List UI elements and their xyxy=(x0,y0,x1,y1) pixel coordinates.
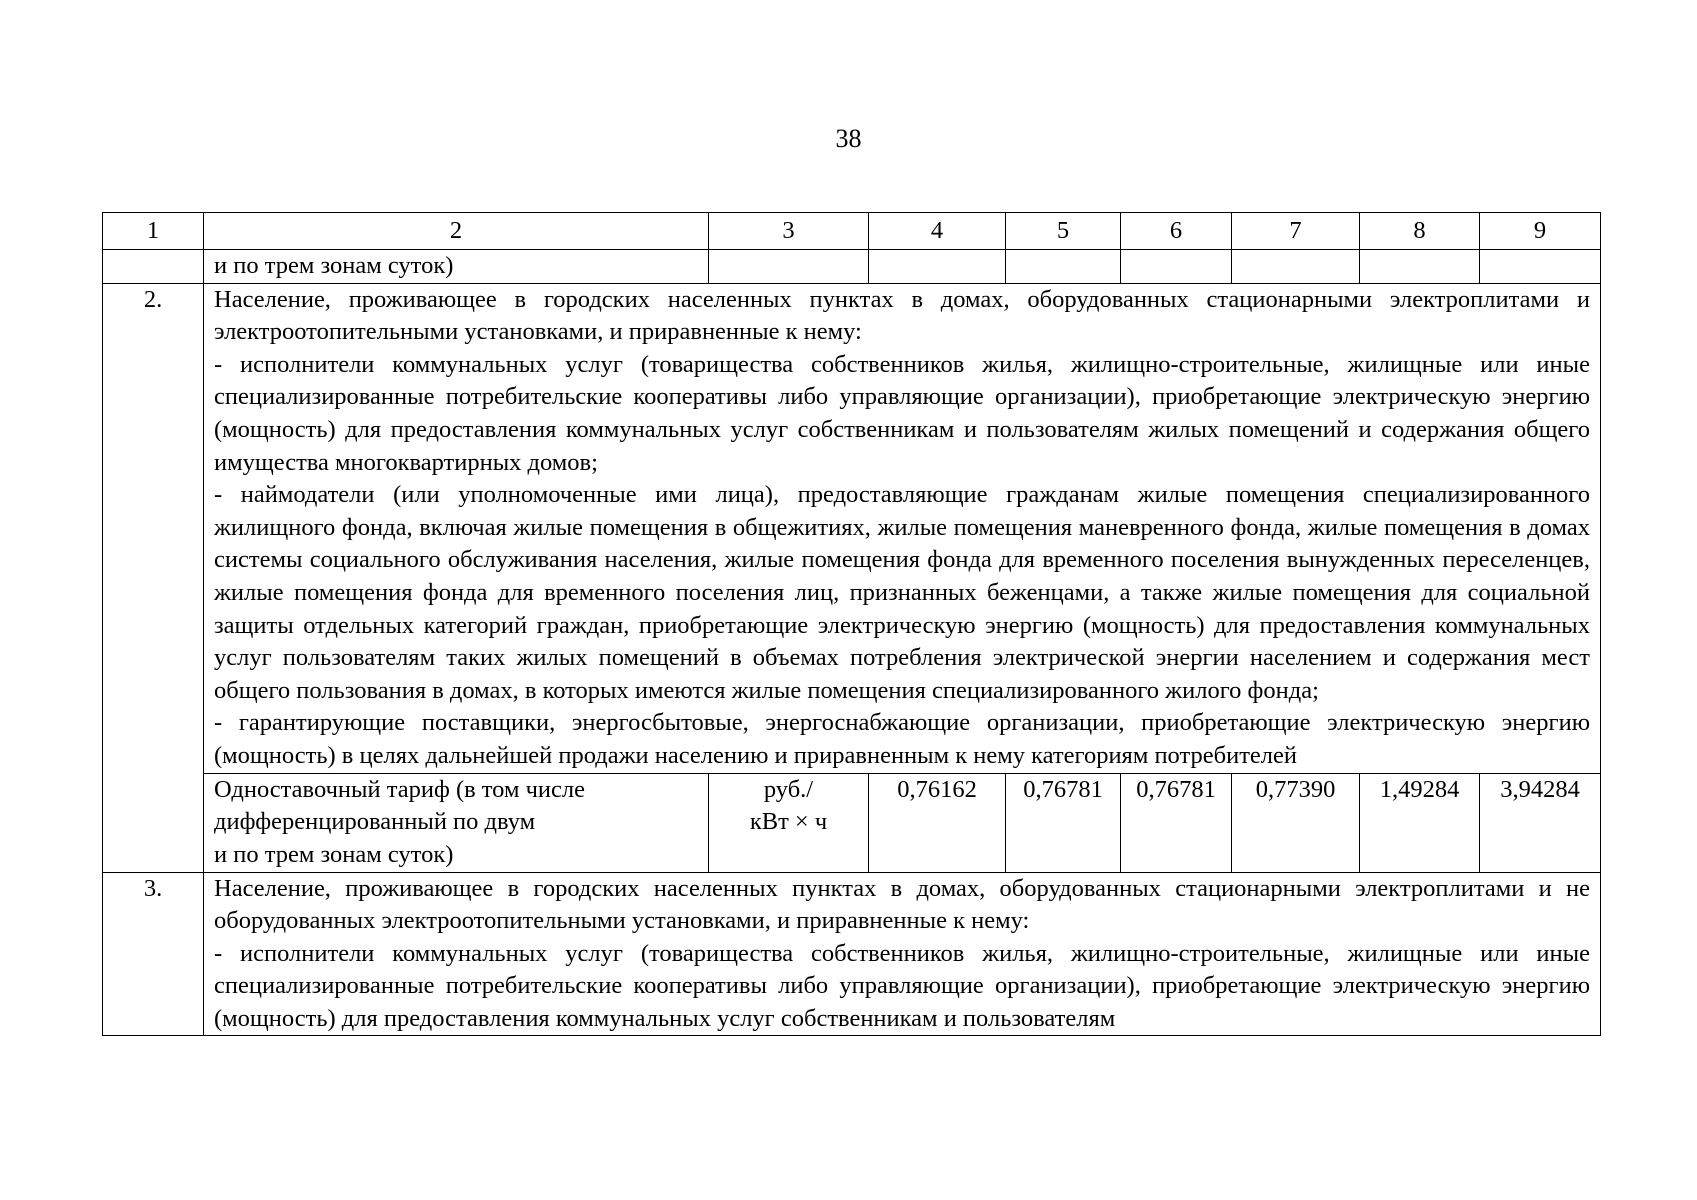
continuation-text: и по трем зонам суток) xyxy=(204,250,709,284)
tariff-value: 1,49284 xyxy=(1360,773,1480,872)
tariff-value: 0,76781 xyxy=(1006,773,1121,872)
tariff-label-line: Одноставочный тариф (в том числе xyxy=(214,775,586,803)
section-2-description-row xyxy=(103,283,1601,773)
column-number-row xyxy=(103,213,1601,250)
section-3-description-row xyxy=(103,872,1601,1036)
tariff-value: 0,77390 xyxy=(1232,773,1360,872)
column-number: 7 xyxy=(1232,213,1360,250)
paragraph: Население, проживающее в городских населенных пунктах в домах, оборудованных стационарными электроплитами и не оборудованных электроотопительными установками, и приравненные к нему: xyxy=(214,874,1590,935)
empty-cell xyxy=(1232,250,1360,284)
tariff-value: 3,94284 xyxy=(1480,773,1601,872)
tariff-value: 0,76162 xyxy=(869,773,1006,872)
paragraph: - гарантирующие поставщики, энергосбытовые, энергоснабжающие организации, приобретающие электрическую энергию (мощность) в целях дальнейшей продажи населению и приравненным к нему категориям потребителей xyxy=(214,709,1590,769)
tariff-label xyxy=(204,773,709,872)
row-number: 2. xyxy=(103,283,204,872)
empty-cell xyxy=(1121,250,1232,284)
empty-cell xyxy=(709,250,869,284)
unit-line: руб./ xyxy=(763,775,814,803)
column-number: 6 xyxy=(1121,213,1232,250)
paragraph: Население, проживающее в городских населенных пунктах в домах, оборудованных стационарными электроплитами и электроотопительными установками, и приравненные к нему: xyxy=(214,285,1590,346)
empty-cell xyxy=(1006,250,1121,284)
paragraph: - наймодатели (или уполномоченные ими лица), предоставляющие гражданам жилые помещения специализированного жилищного фонда, включая жилые помещения в общежитиях, жилые помещения маневренного фонда, жилые помещения в домах системы социального обслуживания населения, жилые помещения фонда для временного поселения вынужденных переселенцев, жилые помещения фонда для временного поселения лиц, признанных беженцами, а также жилые помещения для социальной защиты отдельных категорий граждан, приобретающие электрическую энергию (мощность) для предоставления коммунальных услуг пользователям таких жилых помещений в объемах потребления электрической энергии населением и содержания мест общего пользования в домах, в которых имеются жилые помещения специализированного жилого фонда; xyxy=(214,481,1590,704)
tariff-value: 0,76781 xyxy=(1121,773,1232,872)
column-number: 3 xyxy=(709,213,869,250)
empty-cell xyxy=(1360,250,1480,284)
tariff-unit xyxy=(709,773,869,872)
unit-line: кВт × ч xyxy=(749,808,828,836)
empty-cell xyxy=(1480,250,1601,284)
tariff-label-line: дифференцированный по двум xyxy=(214,808,536,836)
continuation-row xyxy=(103,250,1601,284)
paragraph: - исполнители коммунальных услуг (товарищества собственников жилья, жилищно-строительные, жилищные или иные специализированные потребительские кооперативы либо управляющие организации), приобретающие электрическую энергию (мощность) для предоставления коммунальных услуг собственникам и пользователям жилых помещений и содержания общего имущества многоквартирных домов; xyxy=(214,350,1590,476)
column-number: 8 xyxy=(1360,213,1480,250)
tariff-label-line: и по трем зонам суток) xyxy=(214,840,454,868)
page-number: 38 xyxy=(835,124,862,153)
row-number-cell xyxy=(103,250,204,284)
paragraph: - исполнители коммунальных услуг (товарищества собственников жилья, жилищно-строительные, жилищные или иные специализированные потребительские кооперативы либо управляющие организации), приобретающие электрическую энергию (мощность) для предоставления коммунальных услуг собственникам и пользователям xyxy=(214,939,1590,1032)
empty-cell xyxy=(869,250,1006,284)
column-number: 1 xyxy=(103,213,204,250)
column-number: 4 xyxy=(869,213,1006,250)
column-number: 5 xyxy=(1006,213,1121,250)
column-number: 9 xyxy=(1480,213,1601,250)
section-2-tariff-row xyxy=(103,773,1601,872)
column-number: 2 xyxy=(204,213,709,250)
row-number: 3. xyxy=(103,872,204,1036)
tariff-table xyxy=(102,212,1601,1036)
section-2-description xyxy=(204,283,1601,773)
section-3-description xyxy=(204,872,1601,1036)
